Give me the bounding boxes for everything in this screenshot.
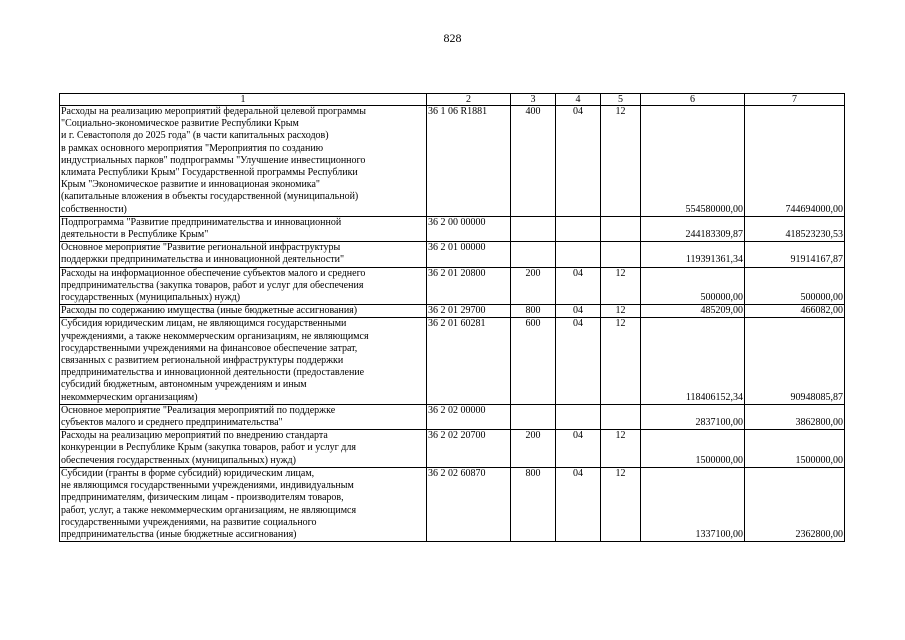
row-amount-year-2: 91914167,87 <box>745 242 845 267</box>
column-number: 6 <box>641 94 745 106</box>
row-subsection: 12 <box>601 467 641 541</box>
row-amount-year-1: 1337100,00 <box>641 467 745 541</box>
row-expense-type: 200 <box>511 430 556 468</box>
column-number-row <box>60 94 845 106</box>
row-amount-year-2: 2362800,00 <box>745 467 845 541</box>
row-section: 04 <box>556 430 601 468</box>
row-section <box>556 216 601 241</box>
row-amount-year-2: 466082,00 <box>745 305 845 318</box>
table-row <box>60 242 845 267</box>
table-row <box>60 106 845 217</box>
row-target-code: 36 2 00 00000 <box>427 216 511 241</box>
row-target-code: 36 2 02 20700 <box>427 430 511 468</box>
row-target-code: 36 2 02 00000 <box>427 404 511 429</box>
row-subsection: 12 <box>601 267 641 305</box>
row-target-code: 36 2 02 60870 <box>427 467 511 541</box>
row-description: Расходы на реализацию мероприятий по внедрению стандарта конкуренции в Республике Крым (закупка товаров, работ и услуг для обеспечения государственных (муниципальных) нужд) <box>60 430 427 468</box>
row-description: Субсидии (гранты в форме субсидий) юридическим лицам, не являющимся государственными учреждениями, индивидуальным предпринимателям, физическим лицам - производителям товаров, работ, услуг, а также некоммерческим организациям, не являющимся государственными учреждениями, на развитие социального предпринимательства (иные бюджетные ассигнования) <box>60 467 427 541</box>
table-row <box>60 267 845 305</box>
row-expense-type <box>511 216 556 241</box>
row-subsection: 12 <box>601 106 641 217</box>
row-description: Основное мероприятие "Развитие региональной инфраструктуры поддержки предпринимательства и инновационной деятельности" <box>60 242 427 267</box>
row-amount-year-2: 90948085,87 <box>745 318 845 404</box>
row-section <box>556 242 601 267</box>
table-row <box>60 430 845 468</box>
column-number: 7 <box>745 94 845 106</box>
row-description: Субсидия юридическим лицам, не являющимся государственными учреждениями, а также некоммерческим организациям, не являющимся государственными учреждениями на финансовое обеспечение затрат, связанных с развитием региональной инфраструктуры поддержки предпринимательства и инновационной деятельности (предоставление субсидий бюджетным, автономным учреждениям и иным некоммерческим организациям) <box>60 318 427 404</box>
row-section: 04 <box>556 106 601 217</box>
row-subsection: 12 <box>601 318 641 404</box>
table-row <box>60 467 845 541</box>
row-section: 04 <box>556 267 601 305</box>
row-amount-year-1: 554580000,00 <box>641 106 745 217</box>
row-expense-type: 600 <box>511 318 556 404</box>
row-amount-year-1: 244183309,87 <box>641 216 745 241</box>
table-row <box>60 216 845 241</box>
row-subsection: 12 <box>601 430 641 468</box>
row-section: 04 <box>556 318 601 404</box>
row-amount-year-2: 744694000,00 <box>745 106 845 217</box>
row-amount-year-2: 418523230,53 <box>745 216 845 241</box>
row-subsection <box>601 242 641 267</box>
row-expense-type: 800 <box>511 467 556 541</box>
row-expense-type: 200 <box>511 267 556 305</box>
column-number: 2 <box>427 94 511 106</box>
row-amount-year-1: 2837100,00 <box>641 404 745 429</box>
column-number: 4 <box>556 94 601 106</box>
column-number: 3 <box>511 94 556 106</box>
row-description: Расходы на информационное обеспечение субъектов малого и среднего предпринимательства (закупка товаров, работ и услуг для обеспечения государственных (муниципальных) нужд) <box>60 267 427 305</box>
row-expense-type <box>511 404 556 429</box>
row-expense-type <box>511 242 556 267</box>
row-section: 04 <box>556 305 601 318</box>
row-target-code: 36 1 06 R1881 <box>427 106 511 217</box>
row-subsection <box>601 404 641 429</box>
column-number: 1 <box>60 94 427 106</box>
table-row <box>60 305 845 318</box>
row-description: Подпрограмма "Развитие предпринимательства и инновационной деятельности в Республике Крым" <box>60 216 427 241</box>
row-amount-year-1: 485209,00 <box>641 305 745 318</box>
row-amount-year-1: 500000,00 <box>641 267 745 305</box>
row-amount-year-1: 119391361,34 <box>641 242 745 267</box>
row-amount-year-2: 3862800,00 <box>745 404 845 429</box>
row-section: 04 <box>556 467 601 541</box>
row-amount-year-1: 1500000,00 <box>641 430 745 468</box>
column-number: 5 <box>601 94 641 106</box>
row-subsection: 12 <box>601 305 641 318</box>
row-section <box>556 404 601 429</box>
row-description: Расходы на реализацию мероприятий федеральной целевой программы "Социально-экономическое развитие Республики Крым и г. Севастополя до 2025 года" (в части капитальных расходов) в рамках основного мероприятия "Мероприятия по созданию индустриальных парков" подпрограммы "Улучшение инвестиционного климата Республики Крым" Государственной программы Республики Крым "Экономическое развитие и инновационая экономика" (капитальные вложения в объекты государственной (муниципальной) собственности) <box>60 106 427 217</box>
row-description: Основное мероприятие "Реализация мероприятий по поддержке субъектов малого и среднего предпринимательства" <box>60 404 427 429</box>
row-description: Расходы по содержанию имущества (иные бюджетные ассигнования) <box>60 305 427 318</box>
row-target-code: 36 2 01 00000 <box>427 242 511 267</box>
row-expense-type: 400 <box>511 106 556 217</box>
row-expense-type: 800 <box>511 305 556 318</box>
budget-table <box>59 93 845 542</box>
row-target-code: 36 2 01 29700 <box>427 305 511 318</box>
row-target-code: 36 2 01 60281 <box>427 318 511 404</box>
table-row <box>60 404 845 429</box>
row-target-code: 36 2 01 20800 <box>427 267 511 305</box>
row-amount-year-2: 1500000,00 <box>745 430 845 468</box>
table-row <box>60 318 845 404</box>
page-number: 828 <box>443 31 462 45</box>
row-subsection <box>601 216 641 241</box>
row-amount-year-1: 118406152,34 <box>641 318 745 404</box>
row-amount-year-2: 500000,00 <box>745 267 845 305</box>
